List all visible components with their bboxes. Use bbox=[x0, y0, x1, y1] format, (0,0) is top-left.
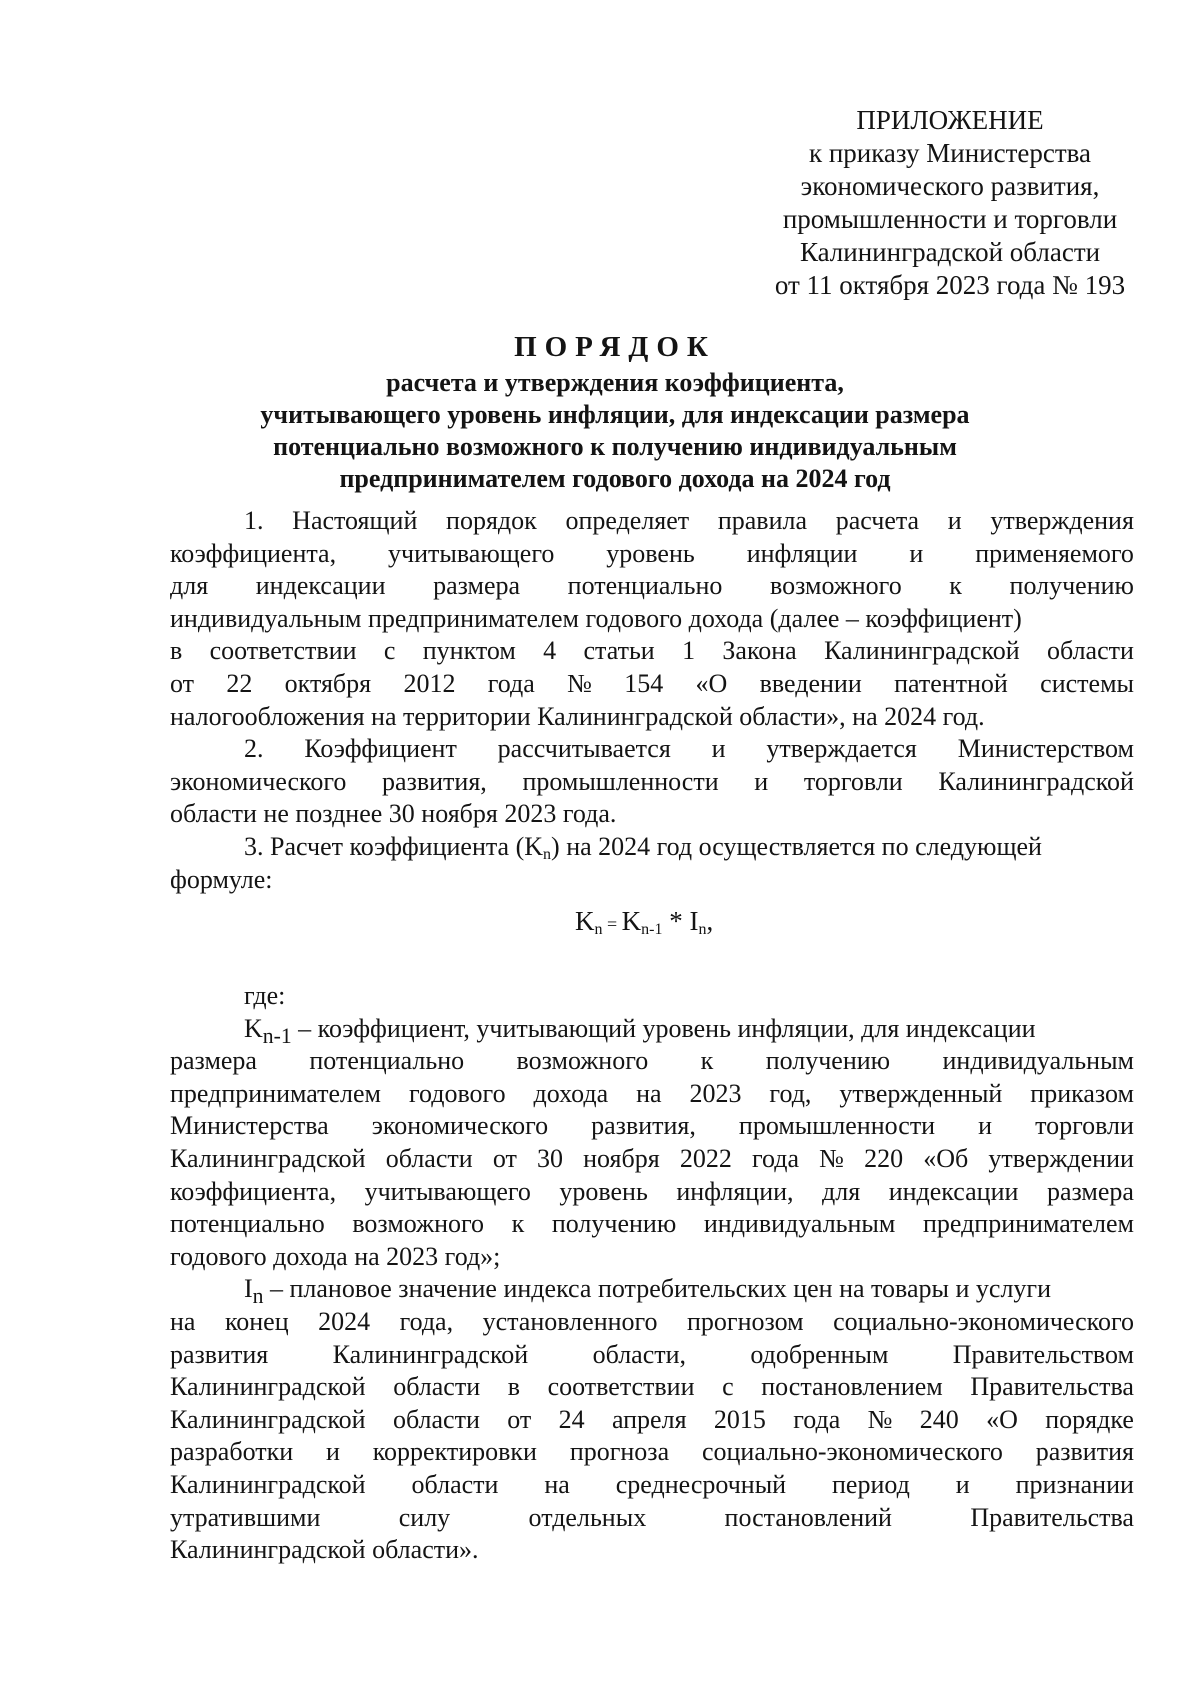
word: индексации bbox=[255, 571, 386, 601]
formula-end: , bbox=[706, 906, 714, 936]
kprev-line bbox=[170, 1110, 1134, 1143]
word: соответствии bbox=[209, 636, 357, 666]
word: от bbox=[492, 1143, 517, 1173]
word: уровень bbox=[559, 1176, 648, 1206]
word: № bbox=[567, 668, 592, 698]
word: от bbox=[170, 668, 195, 698]
word: годового bbox=[408, 1078, 506, 1108]
formula-k: K bbox=[575, 906, 595, 936]
in-line bbox=[170, 1339, 1134, 1372]
in-line bbox=[170, 1306, 1134, 1339]
word: статьи bbox=[583, 636, 655, 666]
paragraph-1-line: налогообложения на территории Калининградской области», на 2024 год. bbox=[170, 701, 985, 731]
where-label: где: bbox=[244, 981, 286, 1010]
word: уровень bbox=[606, 538, 695, 568]
word: среднесрочный bbox=[615, 1469, 787, 1499]
word: № bbox=[867, 1404, 893, 1434]
kprev-line bbox=[170, 1208, 1134, 1241]
word: области, bbox=[592, 1339, 687, 1369]
word: корректировки bbox=[372, 1437, 537, 1467]
word: промышленности bbox=[522, 766, 719, 796]
word: для bbox=[170, 571, 209, 601]
word: ноября bbox=[583, 1143, 660, 1173]
word: торговли bbox=[1035, 1111, 1134, 1141]
word: рассчитывается bbox=[497, 734, 671, 764]
word: и bbox=[947, 506, 962, 535]
word: введении bbox=[759, 668, 862, 698]
document-title bbox=[160, 329, 1070, 495]
word: 2022 bbox=[679, 1143, 732, 1173]
title-line: предпринимателем годового дохода на 2024 год bbox=[339, 464, 891, 493]
word: Калининградской bbox=[170, 1143, 366, 1173]
paragraph-3-text: ) на 2024 год осуществляется по следующей bbox=[551, 831, 1042, 861]
word: прогнозом bbox=[687, 1306, 804, 1336]
definitions-body bbox=[170, 980, 1134, 1567]
word: Правительства bbox=[970, 1372, 1134, 1402]
word: «О bbox=[695, 668, 728, 698]
paragraph-2-line bbox=[170, 733, 1134, 766]
word: пунктом bbox=[422, 636, 516, 666]
paragraph-1-line bbox=[170, 570, 1134, 603]
paragraph-3-line bbox=[170, 831, 1134, 864]
word: к bbox=[511, 1209, 525, 1239]
appendix-line: Калининградской области bbox=[799, 237, 1101, 267]
word: Настоящий bbox=[292, 506, 418, 535]
word: индексации bbox=[888, 1176, 1019, 1206]
word: 2. bbox=[244, 734, 264, 764]
word: 4 bbox=[543, 636, 557, 666]
appendix-line: к приказу Министерства bbox=[808, 138, 1092, 168]
word: с bbox=[722, 1372, 734, 1402]
subscript: n bbox=[698, 921, 707, 938]
word: индивидуальным bbox=[942, 1046, 1134, 1076]
word: коэффициента, bbox=[170, 1176, 337, 1206]
word: учитывающего bbox=[364, 1176, 531, 1206]
word: силу bbox=[398, 1502, 451, 1532]
word: разработки bbox=[170, 1437, 294, 1467]
title-line: расчета и утверждения коэффициента, bbox=[386, 368, 844, 397]
word: 24 bbox=[558, 1404, 585, 1434]
word: Министерства bbox=[170, 1111, 329, 1141]
word: года bbox=[751, 1143, 800, 1173]
word: на bbox=[636, 1078, 662, 1108]
word: порядке bbox=[1045, 1404, 1134, 1434]
word: Калининградской bbox=[938, 766, 1134, 796]
word: индивидуальным bbox=[703, 1209, 896, 1239]
word: получению bbox=[1009, 571, 1134, 601]
word: «Об bbox=[923, 1143, 969, 1173]
word: прогноза bbox=[569, 1437, 670, 1467]
word: и bbox=[325, 1437, 340, 1467]
word: размера bbox=[170, 1046, 257, 1076]
paragraph-2-line bbox=[170, 766, 1134, 799]
word: период bbox=[832, 1469, 910, 1499]
word: октября bbox=[284, 668, 372, 698]
word: порядок bbox=[446, 506, 537, 535]
word: «О bbox=[986, 1404, 1018, 1434]
word: области bbox=[1047, 636, 1134, 666]
word: Правительства bbox=[970, 1502, 1134, 1532]
word: установленного bbox=[482, 1306, 658, 1336]
title-heading: ПОРЯДОК bbox=[514, 331, 716, 363]
word: 2015 bbox=[713, 1404, 766, 1434]
word: 1 bbox=[682, 636, 696, 666]
word: 154 bbox=[624, 668, 664, 698]
word: апреля bbox=[611, 1404, 687, 1434]
word: развития, bbox=[591, 1111, 696, 1141]
kprev-line bbox=[170, 1078, 1134, 1111]
symbol-k: K bbox=[244, 1013, 263, 1043]
word: предпринимателем bbox=[922, 1209, 1134, 1239]
word: от bbox=[507, 1404, 532, 1434]
word: патентной bbox=[894, 668, 1008, 698]
formula-times: * bbox=[662, 906, 690, 936]
paragraph-1-line: индивидуальным предпринимателем годового дохода (далее – коэффициент) bbox=[170, 603, 1022, 633]
in-text: – плановое значение индекса потребительских цен на товары и услуги bbox=[263, 1274, 1051, 1304]
word: 1. bbox=[244, 506, 264, 535]
word: года bbox=[793, 1404, 841, 1434]
word: размера bbox=[1046, 1176, 1134, 1206]
word: Закона bbox=[722, 636, 797, 666]
appendix-line: от 11 октября 2023 года № 193 bbox=[774, 270, 1126, 300]
subscript: n-1 bbox=[641, 921, 663, 938]
word: инфляции bbox=[746, 538, 858, 568]
appendix-label: ПРИЛОЖЕНИЕ bbox=[856, 105, 1044, 135]
in-line bbox=[170, 1404, 1134, 1437]
word: и bbox=[955, 1469, 970, 1499]
word: 22 bbox=[226, 668, 253, 698]
word: постановлением bbox=[761, 1372, 943, 1402]
word: год, bbox=[769, 1078, 812, 1108]
symbol-i: I bbox=[244, 1274, 253, 1304]
paragraph-1-line bbox=[170, 668, 1134, 701]
in-line bbox=[170, 1469, 1134, 1502]
word: для bbox=[822, 1176, 861, 1206]
word: получению bbox=[551, 1209, 677, 1239]
word: 2012 bbox=[403, 668, 456, 698]
word: к bbox=[949, 571, 962, 601]
title-line: потенциально возможного к получению индивидуальным bbox=[273, 432, 957, 461]
word: года, bbox=[399, 1306, 454, 1336]
word: в bbox=[170, 636, 183, 666]
paragraph-1-line bbox=[170, 505, 1134, 538]
subscript: n bbox=[594, 921, 603, 938]
word: применяемого bbox=[975, 538, 1134, 568]
word: системы bbox=[1040, 668, 1134, 698]
word: 240 bbox=[919, 1404, 959, 1434]
word: Калининградской bbox=[332, 1339, 529, 1369]
formula bbox=[575, 906, 713, 937]
word: получению bbox=[765, 1046, 891, 1076]
word: развития bbox=[1035, 1437, 1134, 1467]
word: 2023 bbox=[689, 1078, 742, 1108]
in-line bbox=[170, 1371, 1134, 1404]
word: конец bbox=[224, 1306, 289, 1336]
word: и bbox=[909, 538, 924, 568]
word: Калининградской bbox=[824, 636, 1020, 666]
word: утверждается bbox=[766, 734, 917, 764]
word: Министерством bbox=[957, 734, 1134, 764]
word: учитывающего bbox=[388, 538, 555, 568]
word: одобренным bbox=[750, 1339, 889, 1369]
word: области bbox=[392, 1404, 480, 1434]
word: социально-экономического bbox=[833, 1306, 1134, 1336]
word: в bbox=[507, 1372, 520, 1402]
word: соответствии bbox=[547, 1372, 695, 1402]
word: утратившими bbox=[170, 1502, 321, 1532]
word: утвержденный bbox=[839, 1078, 1003, 1108]
word: и bbox=[978, 1111, 993, 1141]
word: Калининградской bbox=[170, 1469, 366, 1499]
subscript: n bbox=[252, 1284, 264, 1309]
word: Правительством bbox=[952, 1339, 1134, 1369]
word: предпринимателем bbox=[170, 1078, 382, 1108]
appendix-line: экономического развития, bbox=[800, 171, 1100, 201]
subscript: n-1 bbox=[262, 1023, 292, 1048]
word: правила bbox=[717, 506, 808, 535]
word: на bbox=[544, 1469, 570, 1499]
word: определяет bbox=[565, 506, 690, 535]
word: Калининградской bbox=[170, 1372, 366, 1402]
paragraph-1-line bbox=[170, 635, 1134, 668]
word: инфляции, bbox=[676, 1176, 794, 1206]
in-line: Калининградской области». bbox=[170, 1535, 479, 1565]
word: к bbox=[700, 1046, 714, 1076]
paragraph-2-line: области не позднее 30 ноября 2023 года. bbox=[170, 799, 617, 829]
word: потенциально bbox=[567, 571, 723, 601]
word: Калининградской bbox=[170, 1404, 366, 1434]
document-body bbox=[170, 505, 1134, 896]
kprev-text: – коэффициент, учитывающий уровень инфляции, для индексации bbox=[291, 1013, 1036, 1043]
word: потенциально bbox=[170, 1209, 325, 1239]
kprev-line bbox=[170, 1176, 1134, 1209]
word: с bbox=[383, 636, 396, 666]
kprev-line bbox=[170, 1045, 1134, 1078]
word: экономического bbox=[170, 766, 347, 796]
word: развития, bbox=[382, 766, 487, 796]
word: утверждения bbox=[990, 506, 1134, 535]
word: коэффициента, bbox=[170, 538, 337, 568]
paragraph-3-line: формуле: bbox=[170, 864, 273, 894]
word: возможного bbox=[352, 1209, 485, 1239]
word: развития bbox=[170, 1339, 269, 1369]
word: отдельных bbox=[528, 1502, 647, 1532]
appendix-block bbox=[760, 104, 1140, 302]
paragraph-1-line bbox=[170, 538, 1134, 571]
word: торговли bbox=[803, 766, 903, 796]
word: возможного bbox=[770, 571, 902, 601]
kprev-line bbox=[170, 1143, 1134, 1176]
title-line: учитывающего уровень инфляции, для индексации размера bbox=[260, 400, 970, 429]
formula-i: I bbox=[689, 906, 699, 936]
word: дохода bbox=[533, 1078, 609, 1108]
word: экономического bbox=[371, 1111, 549, 1141]
word: 2024 bbox=[318, 1306, 371, 1336]
word: на bbox=[170, 1306, 196, 1336]
word: Коэффициент bbox=[304, 734, 457, 764]
word: 30 bbox=[536, 1143, 563, 1173]
paragraph-3-text: 3. Расчет коэффициента (K bbox=[244, 831, 544, 861]
word: № bbox=[819, 1143, 844, 1173]
kprev-line bbox=[170, 1013, 1134, 1046]
appendix-line: промышленности и торговли bbox=[782, 204, 1118, 234]
in-line bbox=[170, 1436, 1134, 1469]
word: и bbox=[711, 734, 726, 764]
word: промышленности bbox=[738, 1111, 936, 1141]
word: приказом bbox=[1030, 1078, 1134, 1108]
formula-k-prev: K bbox=[621, 906, 642, 936]
in-line bbox=[170, 1502, 1134, 1535]
word: области bbox=[411, 1469, 499, 1499]
word: социально-экономического bbox=[701, 1437, 1003, 1467]
in-line bbox=[170, 1273, 1134, 1309]
word: постановлений bbox=[724, 1502, 892, 1532]
word: и bbox=[754, 766, 769, 796]
word: размера bbox=[433, 571, 521, 601]
word: признании bbox=[1015, 1469, 1134, 1499]
word: области bbox=[393, 1372, 481, 1402]
word: области bbox=[385, 1143, 473, 1173]
kprev-line: годового дохода на 2023 год»; bbox=[170, 1241, 501, 1271]
word: года bbox=[487, 668, 535, 698]
word: 220 bbox=[864, 1143, 904, 1173]
word: возможного bbox=[516, 1046, 649, 1076]
word: потенциально bbox=[309, 1046, 465, 1076]
word: расчета bbox=[835, 506, 920, 535]
word: утверждении bbox=[988, 1143, 1134, 1173]
formula-equals: = bbox=[602, 914, 622, 934]
subscript: n bbox=[543, 845, 552, 863]
